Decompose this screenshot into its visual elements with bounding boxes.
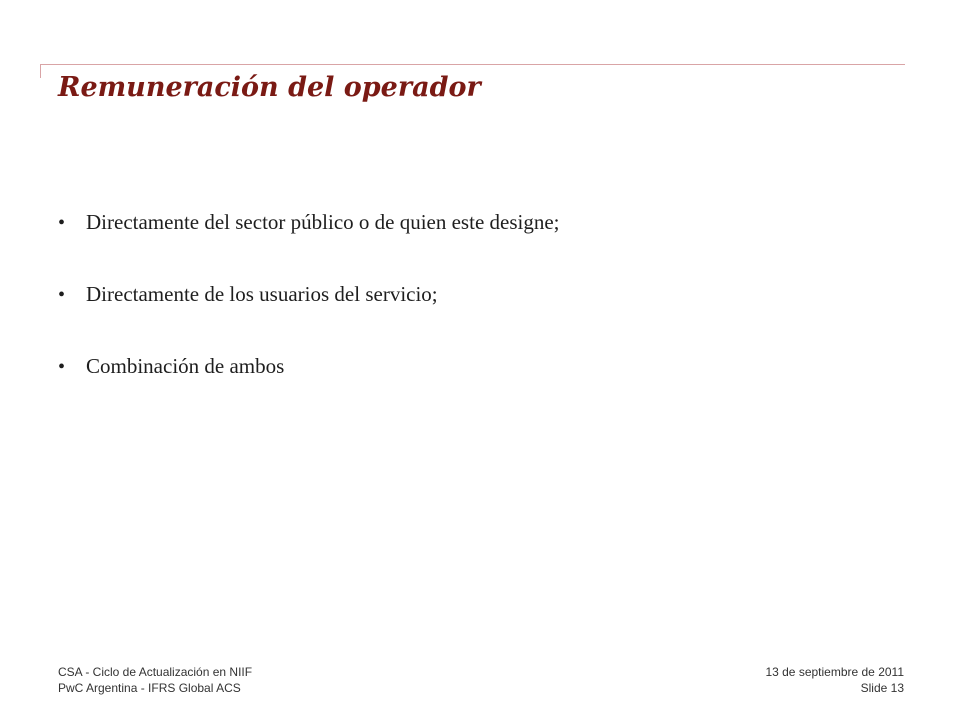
bullet-icon: • <box>58 284 66 306</box>
title-frame-corner <box>40 64 41 78</box>
footer-course-name: CSA - Ciclo de Actualización en NIIF <box>58 665 253 679</box>
bullet-icon: • <box>58 356 66 378</box>
footer-organization: PwC Argentina - IFRS Global ACS <box>58 681 241 695</box>
footer-left <box>58 664 252 696</box>
title-frame-line <box>40 64 905 65</box>
bullet-text: Combinación de ambos <box>86 354 285 378</box>
footer-date: 13 de septiembre de 2011 <box>765 665 904 679</box>
bullet-text: Directamente del sector público o de quien este designe; <box>86 210 560 234</box>
bullet-icon: • <box>58 212 66 234</box>
bullet-item <box>58 282 560 320</box>
bullet-item <box>58 210 560 248</box>
slide-number: Slide 13 <box>860 681 904 695</box>
bullet-list <box>58 210 560 426</box>
bullet-text: Directamente de los usuarios del servicio; <box>86 282 438 306</box>
footer-right <box>765 664 904 696</box>
slide-title: Remuneración del operador <box>58 72 481 103</box>
bullet-item <box>58 354 560 392</box>
